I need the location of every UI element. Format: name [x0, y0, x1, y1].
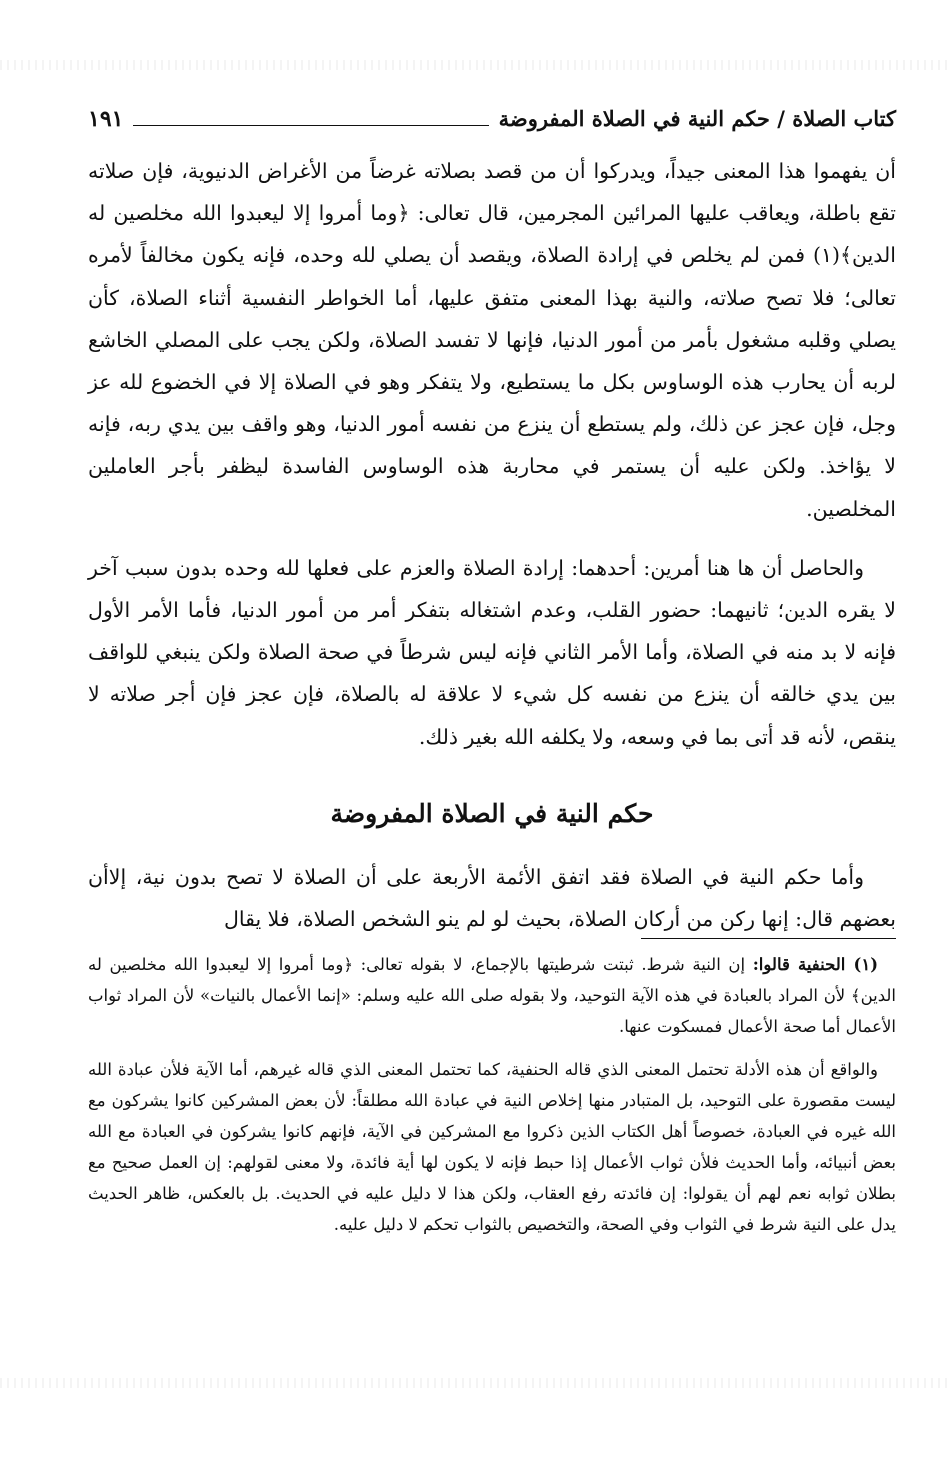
footnote-1-continued: والواقع أن هذه الأدلة تحتمل المعنى الذي قاله الحنفية، كما تحتمل المعنى الذي قاله غيرهم، أما الآية فلأن عبادة الله ليست مقصورة على التوحيد، بل المتبادر منها إخلاص النية في عبادة الله مطلقاً: لأن بعض المشركين كانوا يشركون مع الله غيره في العبادة، خصوصاً أهل الكتاب الذين ذكروا مع المشركين في الآية، فإنهم كانوا يشركون في العبادة مع الله بعض أنبيائه، وأما الحديث فلأن ثواب الأعمال إذا حبط فإنه لا يكون لها أية فائدة، ولا معنى لقولهم: إن العمل صحيح مع بطلان ثوابه نعم لهم أن يقولوا: إن فائدته رفع العقاب، ولكن هذا لا دليل عليه في الحديث. بل بالعكس، ظاهر الحديث يدل على النية شرط في الثواب وفي الصحة، والتخصيص بالثواب تحكم لا دليل عليه. — [88, 1060, 896, 1234]
running-header — [88, 94, 896, 134]
section-heading: حكم النية في الصلاة المفروضة — [330, 798, 654, 828]
footnote-rule — [641, 938, 896, 939]
footnote-gap — [88, 1042, 896, 1054]
scan-noise-bottom — [0, 1378, 950, 1388]
main-text — [88, 150, 896, 940]
scan-noise-top — [0, 60, 950, 70]
footnote-1 — [88, 949, 896, 1042]
footnotes — [88, 938, 896, 1240]
footnote-1-text: إن النية شرط. ثبتت شرطيتها بالإجماع، لا بقوله تعالى: ﴿وما أمروا إلا ليعبدوا الله مخلصين له الدين﴾ لأن المراد بالعبادة في هذه الآية التوحيد، ولا بقوله صلى الله عليه وسلم: «إنما الأعمال بالنيات» لأن المراد ثواب الأعمال أما صحة الأعمال فمسكوت عنها. — [88, 955, 896, 1036]
paragraph-gap — [88, 530, 896, 547]
page-number: ١٩١ — [88, 106, 124, 132]
paragraph-1: أن يفهموا هذا المعنى جيداً، ويدركوا أن من قصد بصلاته غرضاً من الأغراض الدنيوية، فإن صلاته تقع باطلة، ويعاقب عليها المرائين المجرمين، قال تعالى: ﴿وما أمروا إلا ليعبدوا الله مخلصين له الدين﴾(١) فمن لم يخلص في إرادة الصلاة، ويقصد أن يصلي لله وحده، فإنه يكون مخالفاً لأمره تعالى؛ فلا تصح صلاته، والنية بهذا المعنى متفق عليها، أما الخواطر النفسية أثناء الصلاة، كأن يصلي وقلبه مشغول بأمر من أمور الدنيا، فإنها لا تفسد الصلاة، ولكن يجب على المصلي الخاشع لربه أن يحارب هذه الوساوس بكل ما يستطيع، ولا يتفكر وهو في الصلاة إلا في الخضوع لله عز وجل، فإن عجز عن ذلك، ولم يستطع أن ينزع من نفسه أمور الدنيا، وهو واقف بين يدي ربه، فإنه لا يؤاخذ. ولكن عليه أن يستمر في محاربة هذه الوساوس الفاسدة ليظفر بأجر العاملين المخلصين. — [88, 159, 896, 521]
header-rule — [133, 125, 488, 126]
footnote-1-label: (١) الحنفية قالوا: — [752, 955, 878, 974]
header-title: كتاب الصلاة / حكم النية في الصلاة المفروضة — [498, 106, 896, 131]
paragraph-3: وأما حكم النية في الصلاة فقد اتفق الأئمة الأربعة على أن الصلاة لا تصح بدون نية، إلاأن بعضهم قال: إنها ركن من أركان الصلاة، بحيث لو لم ينو الشخص الصلاة، فلا يقال — [88, 864, 896, 932]
paragraph-2: والحاصل أن ها هنا أمرين: أحدهما: إرادة الصلاة والعزم على فعلها لله وحده بدون سبب آخر لا يقره الدين؛ ثانيهما: حضور القلب، وعدم اشتغاله بتفكر أمر من أمور الدنيا، فأما الأمر الأول فإنه لا بد منه في الصلاة، وأما الأمر الثاني فإنه ليس شرطاً في صحة الصلاة ولكن ينبغي للواقف بين يدي خالقه أن ينزع من نفسه كل شيء لا علاقة له بالصلاة، فإن عجز فإن أجر صلاته لا ينقص، لأنه قد أتى بما في وسعه، ولا يكلفه الله بغير ذلك. — [88, 555, 896, 749]
